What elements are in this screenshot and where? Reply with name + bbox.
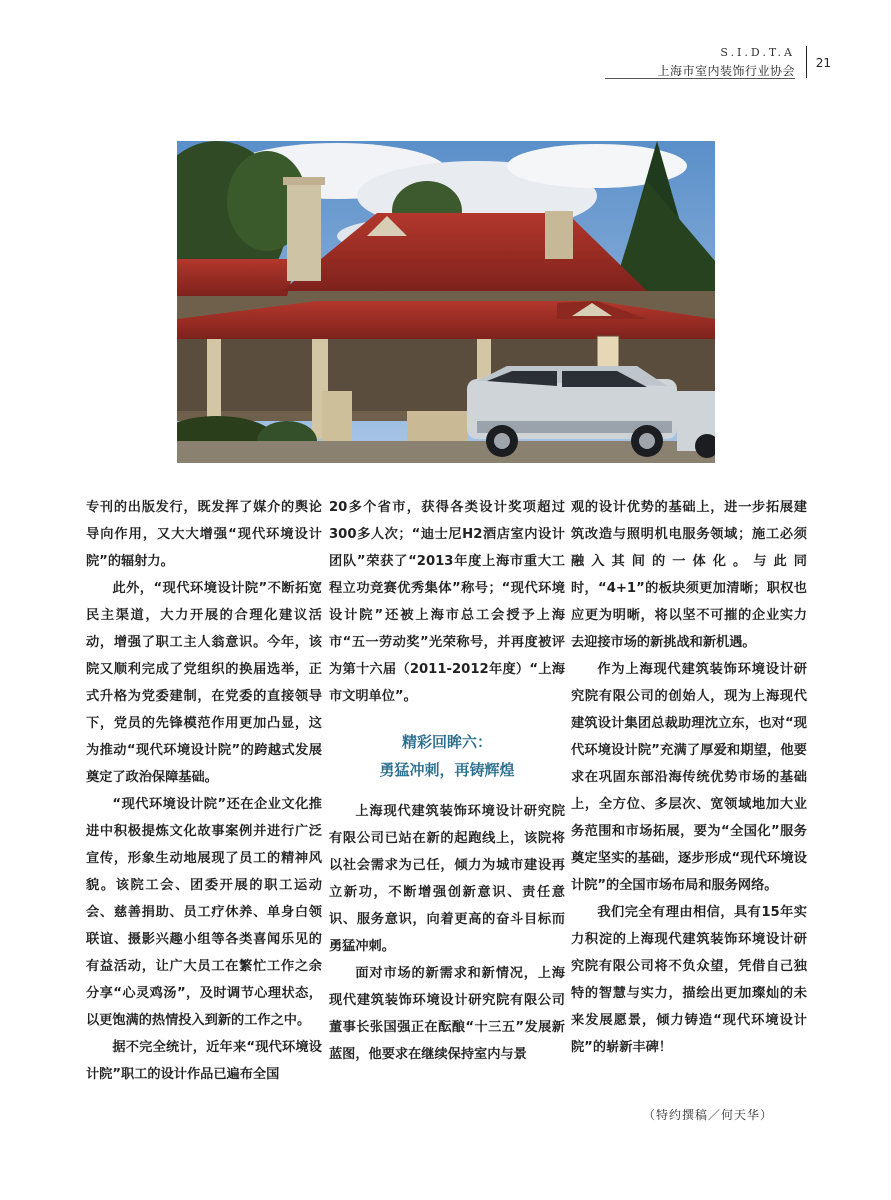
paragraph: 观的设计优势的基础上，进一步拓展建筑改造与照明机电服务领域；施工必须融入其间的一体化。与此同时，“4+1”的板块须更加清晰；职权也应更为明晰，将以坚不可摧的企业实力去迎接市场的新挑战和新机遇。 (571, 500, 807, 650)
header-org-name: 上海市室内装饰行业协会 (657, 64, 795, 78)
paragraph: 面对市场的新需求和新情况，上海现代建筑装饰环境设计研究院有限公司董事长张国强正在酝酿“十三五”发展新蓝图，他要求在继续保持室内与景 (329, 966, 565, 1062)
section-title (329, 728, 565, 784)
paragraph: 上海现代建筑装饰环境设计研究院有限公司已站在新的起跑线上，该院将以社会需求为己任，倾力为城市建设再立新功，不断增强创新意识、责任意识、服务意识，向着更高的奋斗目标而勇猛冲刺。 (329, 804, 565, 954)
paragraph: 此外，“现代环境设计院”不断拓宽民主渠道，大力开展的合理化建议活动，增强了职工主人翁意识。今年，该院又顺利完成了党组织的换届选举，正式升格为党委建制，在党委的直接领导下，党员的先锋模范作用更加凸显，这为推动“现代环境设计院”的跨越式发展奠定了政治保障基础。 (86, 581, 322, 785)
author-byline: （特约撰稿／何天华） (642, 1108, 773, 1122)
building-photo (177, 141, 715, 463)
header-divider (806, 46, 807, 78)
header-brand: S.I.D.T.A (720, 46, 795, 59)
section-title-line-2: 勇猛冲刺，再铸辉煌 (379, 761, 515, 779)
paragraph: 我们完全有理由相信，具有15年实力积淀的上海现代建筑装饰环境设计研究院有限公司将不负众望，凭借自己独特的智慧与实力，描绘出更加璨灿的未来发展愿景，倾力铸造“现代环境设计院”的崭新丰碑！ (571, 905, 807, 1055)
paragraph: 专刊的出版发行，既发挥了媒介的舆论导向作用，又大大增强“现代环境设计院”的辐射力。 (86, 500, 322, 569)
paragraph: 据不完全统计，近年来“现代环境设计院”职工的设计作品已遍布全国 (86, 1040, 322, 1082)
page-number: 21 (815, 56, 831, 70)
paragraph: “现代环境设计院”还在企业文化推进中积极提炼文化故事案例并进行广泛宣传，形象生动地展现了员工的精神风貌。该院工会、团委开展的职工运动会、慈善捐助、员工疗休养、单身白领联谊、摄影兴趣小组等各类喜闻乐见的有益活动，让广大员工在繁忙工作之余分享“心灵鸡汤”，及时调节心理状态，以更饱满的热情投入到新的工作之中。 (86, 797, 322, 1028)
text-column-3 (571, 494, 807, 1061)
text-column-2 (329, 494, 565, 1068)
page-header (571, 38, 831, 88)
text-column-1 (86, 494, 322, 1088)
paragraph: 作为上海现代建筑装饰环境设计研究院有限公司的创始人，现为上海现代建筑设计集团总裁助理沈立东，也对“现代环境设计院”充满了厚爱和期望，他要求在巩固东部沿海传统优势市场的基础上，全方位、多层次、宽领域地加大业务范围和市场拓展，要为“全国化”服务奠定坚实的基础，逐步形成“现代环境设计院”的全国市场布局和服务网络。 (571, 662, 807, 893)
paragraph: 20多个省市，获得各类设计奖项超过300多人次；“迪士尼H2酒店室内设计团队”荣获了“2013年度上海市重大工程立功竞赛优秀集体”称号；“现代环境设计院”还被上海市总工会授予上海市“五一劳动奖”光荣称号，并再度被评为第十六届（2011-2012年度）“上海市文明单位”。 (329, 500, 565, 704)
header-rule (605, 78, 795, 79)
section-title-line-1: 精彩回眸六： (401, 733, 492, 751)
